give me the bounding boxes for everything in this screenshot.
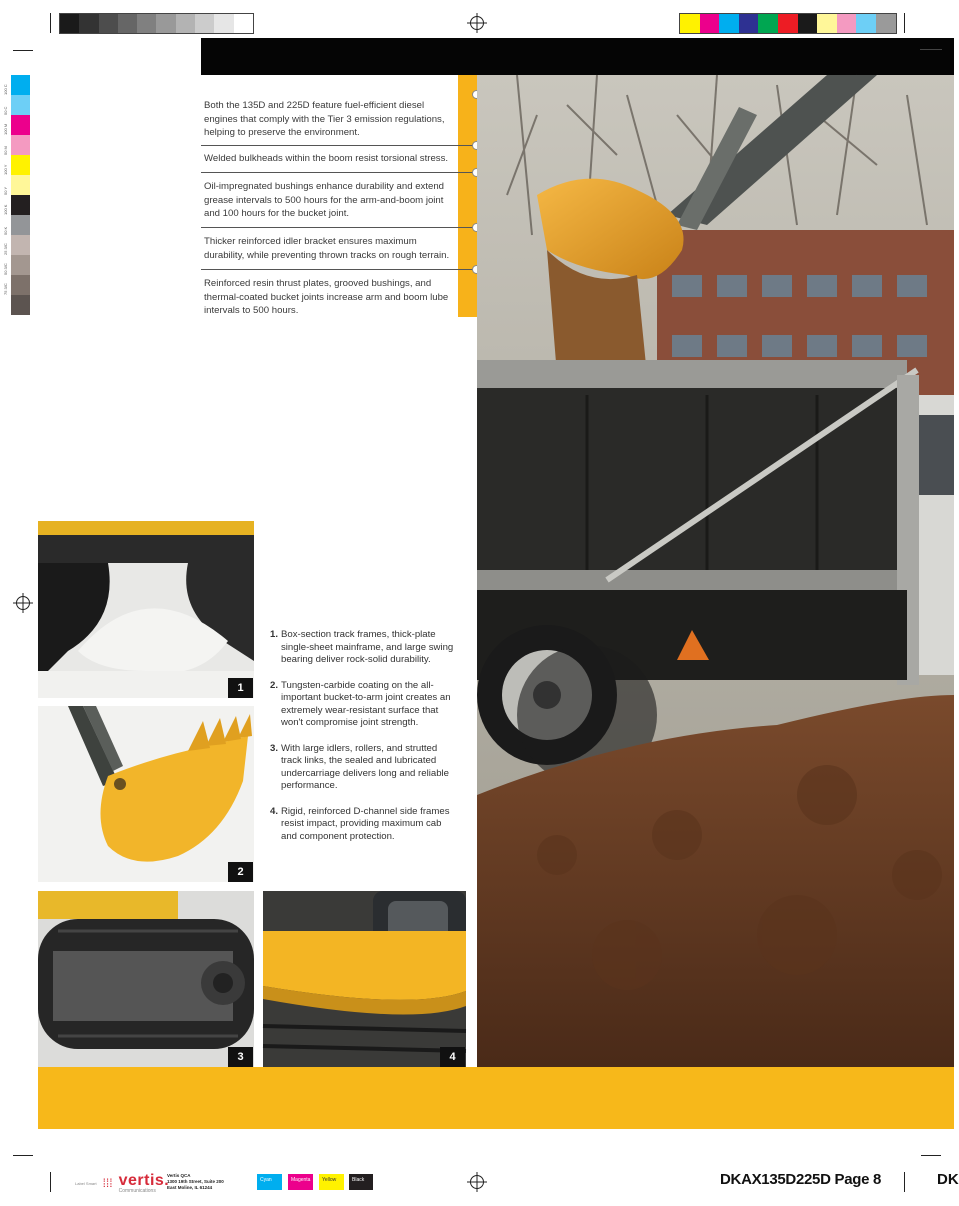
side-color-strip: [11, 75, 30, 315]
calibration-swatch: [137, 14, 156, 33]
divider: [201, 145, 477, 146]
photo-number-badge: 4: [440, 1047, 465, 1067]
bucket-photo: [38, 706, 254, 882]
photo-number-badge: 1: [228, 678, 253, 698]
side-strip-label: 75 3/C: [3, 283, 8, 295]
calibration-swatch: [739, 14, 759, 33]
feature-text: Tungsten-carbide coating on the all-important bucket-to-arm joint creates an extremely wear-resistant surface that won't compromise joint strength.: [281, 679, 451, 728]
crop-mark: [50, 13, 51, 33]
printer-logo-text: vertis.: [118, 1172, 170, 1189]
divider: [201, 172, 477, 173]
feature-text: With large idlers, rollers, and strutted track links, the sealed and lubricated undercarriage delivers long and reliable performance.: [281, 742, 449, 791]
side-frame-photo: [263, 891, 466, 1067]
calibration-swatch: [99, 14, 118, 33]
feature-number: 3.: [270, 742, 279, 754]
feature-number: 2.: [270, 679, 279, 691]
footer-accent-band: [38, 1067, 954, 1129]
address-line: East Moline, IL 61244: [167, 1185, 213, 1190]
crop-mark: [50, 1172, 51, 1192]
grayscale-calibration-bar: [59, 13, 254, 34]
side-strip-label: 100 Y: [3, 164, 8, 175]
callout-text: Oil-impregnated bushings enhance durability and extend grease intervals to 500 hours for the arm-and-boom joint and 100 hours for the bucket joint.: [204, 181, 444, 220]
printer-logo: [75, 1172, 169, 1194]
calibration-swatch: [778, 14, 798, 33]
cyan-swatch: Cyan: [257, 1174, 282, 1190]
black-swatch: Black: [349, 1174, 373, 1190]
printer-address: [167, 1173, 224, 1191]
side-strip-label: 100 C: [3, 84, 8, 95]
list-item: [270, 629, 460, 667]
divider: [201, 227, 477, 228]
calibration-swatch: [876, 14, 896, 33]
side-strip-label: 100 M: [3, 123, 8, 135]
undercarriage-frame-photo: [38, 521, 254, 698]
calibration-swatch: [11, 195, 30, 215]
feature-text: Rigid, reinforced D-channel side frames resist impact, providing maximum cab and component protection.: [281, 805, 450, 842]
calibration-swatch: [156, 14, 175, 33]
list-item: [270, 680, 460, 730]
calibration-swatch: [700, 14, 720, 33]
registration-mark-icon: [470, 16, 484, 30]
list-item: [270, 806, 460, 844]
callout-text: Thicker reinforced idler bracket ensures maximum durability, while preventing thrown tracks on rough terrain.: [204, 236, 450, 261]
calibration-swatch: [11, 115, 30, 135]
track-undercarriage-photo: [38, 891, 254, 1067]
crop-mark: [904, 13, 905, 33]
registration-mark-icon: [470, 1175, 484, 1189]
side-strip-labels: [3, 75, 9, 315]
callout-text: Both the 135D and 225D feature fuel-efficient diesel engines that comply with the Tier 3 emission regulations, helping to preserve the environment.: [204, 100, 445, 139]
header-band: [201, 38, 954, 75]
side-strip-label: 50 3/C: [3, 263, 8, 275]
feature-text: Box-section track frames, thick-plate single-sheet mainframe, and large swing bearing deliver rock-solid durability.: [281, 629, 454, 665]
calibration-swatch: [11, 155, 30, 175]
registration-mark-icon: [16, 596, 30, 610]
calibration-swatch: [234, 14, 253, 33]
calibration-swatch: [118, 14, 137, 33]
side-strip-label: 50 K: [3, 226, 8, 235]
side-strip-label: 25 3/C: [3, 243, 8, 255]
feature-number: 1.: [270, 629, 279, 640]
calibration-swatch: [11, 215, 30, 235]
feature-list: [270, 629, 460, 856]
calibration-swatch: [719, 14, 739, 33]
calibration-swatch: [11, 135, 30, 155]
crop-mark: [904, 1172, 905, 1192]
calibration-swatch: [11, 255, 30, 275]
photo-number-badge: 2: [228, 862, 253, 882]
side-strip-label: 100 K: [3, 204, 8, 215]
hero-excavator-truck-photo: [477, 75, 954, 1067]
vertis-dots-icon: ⁞⁞⁞: [102, 1176, 113, 1190]
side-strip-label: 50 C: [3, 106, 8, 115]
calibration-swatch: [79, 14, 98, 33]
side-strip-label: 50 Y: [3, 186, 8, 195]
address-line: Vertis QCA: [167, 1173, 191, 1178]
calibration-swatch: [11, 95, 30, 115]
calibration-swatch: [214, 14, 233, 33]
printer-small-label: Label Smart: [75, 1180, 97, 1186]
calibration-swatch: [680, 14, 700, 33]
photo-number-badge: 3: [228, 1047, 253, 1067]
address-line: 1300 19th Street, Suite 200: [167, 1179, 224, 1184]
printer-logo-sub: Communications: [118, 1188, 156, 1194]
calibration-swatch: [758, 14, 778, 33]
calibration-swatch: [195, 14, 214, 33]
calibration-swatch: [176, 14, 195, 33]
calibration-swatch: [11, 275, 30, 295]
calibration-swatch: [11, 235, 30, 255]
divider: [201, 269, 477, 270]
callout-text: Welded bulkheads within the boom resist torsional stress.: [204, 153, 449, 164]
calibration-swatch: [817, 14, 837, 33]
dk-label: DK: [937, 1171, 959, 1188]
calibration-swatch: [11, 75, 30, 95]
calibration-swatch: [798, 14, 818, 33]
color-calibration-bar: [679, 13, 897, 34]
calibration-swatch: [837, 14, 857, 33]
crop-mark: [13, 50, 33, 51]
feature-number: 4.: [270, 805, 279, 817]
calibration-swatch: [11, 175, 30, 195]
callout-text: Reinforced resin thrust plates, grooved bushings, and thermal-coated bucket joints increase arm and boom lube intervals to 500 hours.: [204, 278, 449, 317]
yellow-swatch: Yellow: [319, 1174, 344, 1190]
crop-mark: [921, 1155, 941, 1156]
calibration-swatch: [60, 14, 79, 33]
side-strip-label: 50 M: [3, 146, 8, 155]
calibration-swatch: [11, 295, 30, 315]
list-item: [270, 743, 460, 793]
calibration-swatch: [856, 14, 876, 33]
magenta-swatch: Magenta: [288, 1174, 313, 1190]
page-slug-label: DKAX135D225D Page 8: [720, 1171, 882, 1188]
crop-mark: [13, 1155, 33, 1156]
